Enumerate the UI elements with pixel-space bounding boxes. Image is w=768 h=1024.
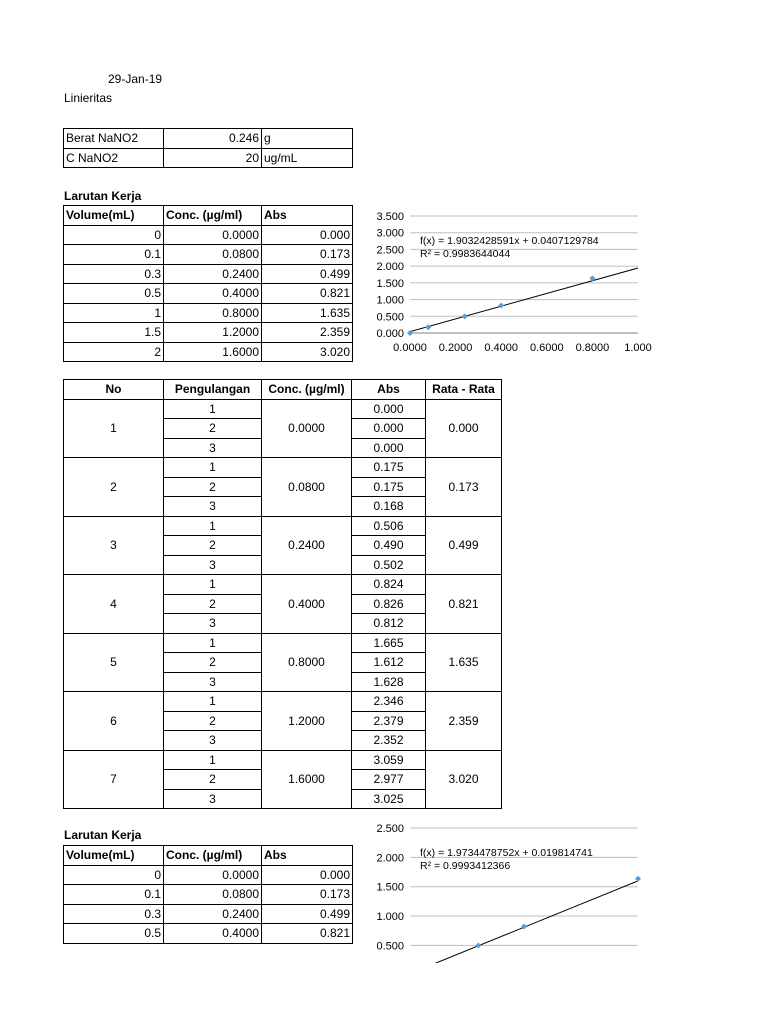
table-row <box>64 750 502 770</box>
work2-title: Larutan Kerja <box>64 828 142 842</box>
trendline-annotation: f(x) = 1.9734478752x + 0.019814741 <box>420 847 593 859</box>
stock-unit: g <box>262 129 353 149</box>
abs-cell: 0.502 <box>352 555 426 575</box>
table-row <box>64 148 353 168</box>
table-row <box>64 692 502 712</box>
mean-cell: 0.499 <box>426 516 502 575</box>
stock-value: 0.246 <box>164 129 262 149</box>
abs-cell: 0.499 <box>262 904 353 924</box>
conc-cell: 0.0000 <box>164 865 262 885</box>
conc-cell: 1.2000 <box>262 692 352 751</box>
volume-cell: 0.5 <box>64 924 164 944</box>
work2-table <box>63 845 353 944</box>
abs-cell: 3.025 <box>352 789 426 809</box>
mean-cell: 2.359 <box>426 692 502 751</box>
trendline-annotation: R² = 0.9983644044 <box>420 248 511 260</box>
table-row <box>64 129 353 149</box>
conc-cell: 0.0800 <box>262 458 352 517</box>
data-point <box>521 924 527 930</box>
abs-cell: 1.635 <box>262 303 353 323</box>
conc-cell: 1.6000 <box>262 750 352 809</box>
repetition-cell: 1 <box>164 575 262 595</box>
table-row <box>64 904 353 924</box>
trendline-annotation: R² = 0.9993412366 <box>420 860 511 872</box>
conc-cell: 0.2400 <box>164 904 262 924</box>
repetition-cell: 3 <box>164 731 262 751</box>
repetition-cell: 3 <box>164 789 262 809</box>
y-tick-label: 2.500 <box>376 823 404 835</box>
table-row <box>64 303 353 323</box>
conc-cell: 0.4000 <box>164 284 262 304</box>
stock-table <box>63 128 353 168</box>
conc-cell: 0.2400 <box>262 516 352 575</box>
col-header: Volume(mL) <box>64 846 164 866</box>
y-tick-label: 2.000 <box>376 852 404 865</box>
col-header: Abs <box>352 380 426 400</box>
table-row <box>64 323 353 343</box>
col-header: Abs <box>262 846 353 866</box>
repetition-cell: 1 <box>164 633 262 653</box>
conc-cell: 0.8000 <box>164 303 262 323</box>
no-cell: 2 <box>64 458 164 517</box>
abs-cell: 0.000 <box>352 438 426 458</box>
date-label: 29-Jan-19 <box>108 72 163 86</box>
col-header: Volume(mL) <box>64 206 164 226</box>
abs-cell: 0.173 <box>262 245 353 265</box>
col-header: Conc. (µg/ml) <box>262 380 352 400</box>
table-row <box>64 924 353 944</box>
abs-cell: 0.826 <box>352 594 426 614</box>
data-point <box>425 324 431 330</box>
linearity-chart-1 <box>368 208 652 363</box>
repetition-cell: 1 <box>164 458 262 478</box>
no-cell: 4 <box>64 575 164 634</box>
table-row <box>64 399 502 419</box>
volume-cell: 0.1 <box>64 245 164 265</box>
mean-cell: 0.000 <box>426 399 502 458</box>
abs-cell: 1.628 <box>352 672 426 692</box>
y-tick-label: 3.000 <box>376 227 404 240</box>
x-tick-label: 0.4000 <box>484 342 519 354</box>
col-header: No <box>64 380 164 400</box>
mean-cell: 1.635 <box>426 633 502 692</box>
table-row <box>64 225 353 245</box>
table-row <box>64 284 353 304</box>
mean-cell: 0.173 <box>426 458 502 517</box>
no-cell: 3 <box>64 516 164 575</box>
volume-cell: 0 <box>64 865 164 885</box>
volume-cell: 1 <box>64 303 164 323</box>
replicate-table <box>63 379 502 809</box>
y-tick-label: 1.500 <box>376 277 404 290</box>
y-tick-label: 0.000 <box>376 328 404 340</box>
table-row <box>64 245 353 265</box>
conc-cell: 0.0800 <box>164 885 262 905</box>
conc-cell: 0.4000 <box>164 924 262 944</box>
volume-cell: 2 <box>64 342 164 362</box>
abs-cell: 2.352 <box>352 731 426 751</box>
repetition-cell: 2 <box>164 536 262 556</box>
repetition-cell: 1 <box>164 750 262 770</box>
abs-cell: 2.977 <box>352 770 426 790</box>
repetition-cell: 2 <box>164 653 262 673</box>
abs-cell: 2.359 <box>262 323 353 343</box>
x-tick-label: 0.6000 <box>529 342 564 354</box>
table-header <box>64 380 502 400</box>
abs-cell: 1.665 <box>352 633 426 653</box>
conc-cell: 0.0000 <box>262 399 352 458</box>
repetition-cell: 3 <box>164 672 262 692</box>
y-tick-label: 3.500 <box>376 211 404 223</box>
volume-cell: 0.3 <box>64 264 164 284</box>
table-row <box>64 342 353 362</box>
abs-cell: 0.000 <box>352 399 426 419</box>
volume-cell: 1.5 <box>64 323 164 343</box>
abs-cell: 0.175 <box>352 458 426 478</box>
repetition-cell: 1 <box>164 516 262 536</box>
conc-cell: 0.0000 <box>164 225 262 245</box>
table-header <box>64 206 353 226</box>
abs-cell: 0.173 <box>262 885 353 905</box>
conc-cell: 0.4000 <box>262 575 352 634</box>
stock-unit: ug/mL <box>262 148 353 168</box>
table-row <box>64 458 502 478</box>
repetition-cell: 2 <box>164 770 262 790</box>
repetition-cell: 3 <box>164 438 262 458</box>
mean-cell: 3.020 <box>426 750 502 809</box>
x-tick-label: 1.000 <box>624 342 652 354</box>
repetition-cell: 2 <box>164 711 262 731</box>
no-cell: 1 <box>64 399 164 458</box>
y-tick-label: 0.500 <box>376 940 404 953</box>
x-tick-label: 0.8000 <box>575 342 610 354</box>
abs-cell: 0.175 <box>352 477 426 497</box>
abs-cell: 0.824 <box>352 575 426 595</box>
linearity-chart-2 <box>368 818 643 953</box>
mean-cell: 0.821 <box>426 575 502 634</box>
col-header: Conc. (µg/ml) <box>164 846 262 866</box>
no-cell: 5 <box>64 633 164 692</box>
abs-cell: 2.346 <box>352 692 426 712</box>
work1-title: Larutan Kerja <box>64 189 142 203</box>
no-cell: 6 <box>64 692 164 751</box>
table-row <box>64 885 353 905</box>
work1-table <box>63 205 353 362</box>
col-header: Abs <box>262 206 353 226</box>
y-tick-label: 2.500 <box>376 244 404 257</box>
y-tick-label: 1.000 <box>376 294 404 307</box>
abs-cell: 0.168 <box>352 497 426 517</box>
abs-cell: 0.490 <box>352 536 426 556</box>
x-tick-label: 0.2000 <box>438 342 473 354</box>
repetition-cell: 2 <box>164 594 262 614</box>
abs-cell: 0.506 <box>352 516 426 536</box>
volume-cell: 0 <box>64 225 164 245</box>
data-point <box>462 313 468 319</box>
repetition-cell: 3 <box>164 497 262 517</box>
col-header: Conc. (µg/ml) <box>164 206 262 226</box>
data-point <box>498 303 504 309</box>
volume-cell: 0.1 <box>64 885 164 905</box>
repetition-cell: 1 <box>164 399 262 419</box>
page-title: Linieritas <box>64 91 113 105</box>
repetition-cell: 2 <box>164 477 262 497</box>
abs-cell: 2.379 <box>352 711 426 731</box>
abs-cell: 3.020 <box>262 342 353 362</box>
repetition-cell: 1 <box>164 692 262 712</box>
y-tick-label: 0.500 <box>376 311 404 324</box>
table-row <box>64 516 502 536</box>
volume-cell: 0.3 <box>64 904 164 924</box>
table-header <box>64 846 353 866</box>
repetition-cell: 3 <box>164 555 262 575</box>
table-row <box>64 575 502 595</box>
x-tick-label: 0.0000 <box>393 342 427 354</box>
abs-cell: 0.812 <box>352 614 426 634</box>
abs-cell: 3.059 <box>352 750 426 770</box>
conc-cell: 0.8000 <box>262 633 352 692</box>
no-cell: 7 <box>64 750 164 809</box>
col-header: Pengulangan <box>164 380 262 400</box>
abs-cell: 0.000 <box>352 419 426 439</box>
table-row <box>64 264 353 284</box>
data-point <box>475 942 481 948</box>
abs-cell: 0.821 <box>262 284 353 304</box>
trendline-annotation: f(x) = 1.9032428591x + 0.0407129784 <box>420 235 599 247</box>
abs-cell: 1.612 <box>352 653 426 673</box>
abs-cell: 0.499 <box>262 264 353 284</box>
abs-cell: 0.000 <box>262 225 353 245</box>
stock-label: C NaNO2 <box>64 148 164 168</box>
table-row <box>64 633 502 653</box>
col-header: Rata - Rata <box>426 380 502 400</box>
repetition-cell: 3 <box>164 614 262 634</box>
conc-cell: 0.2400 <box>164 264 262 284</box>
y-tick-label: 1.000 <box>376 911 404 924</box>
data-point <box>635 876 641 882</box>
abs-cell: 0.000 <box>262 865 353 885</box>
y-tick-label: 2.000 <box>376 261 404 274</box>
volume-cell: 0.5 <box>64 284 164 304</box>
repetition-cell: 2 <box>164 419 262 439</box>
table-row <box>64 865 353 885</box>
stock-label: Berat NaNO2 <box>64 129 164 149</box>
conc-cell: 1.6000 <box>164 342 262 362</box>
conc-cell: 0.0800 <box>164 245 262 265</box>
abs-cell: 0.821 <box>262 924 353 944</box>
conc-cell: 1.2000 <box>164 323 262 343</box>
stock-value: 20 <box>164 148 262 168</box>
y-tick-label: 1.500 <box>376 881 404 894</box>
